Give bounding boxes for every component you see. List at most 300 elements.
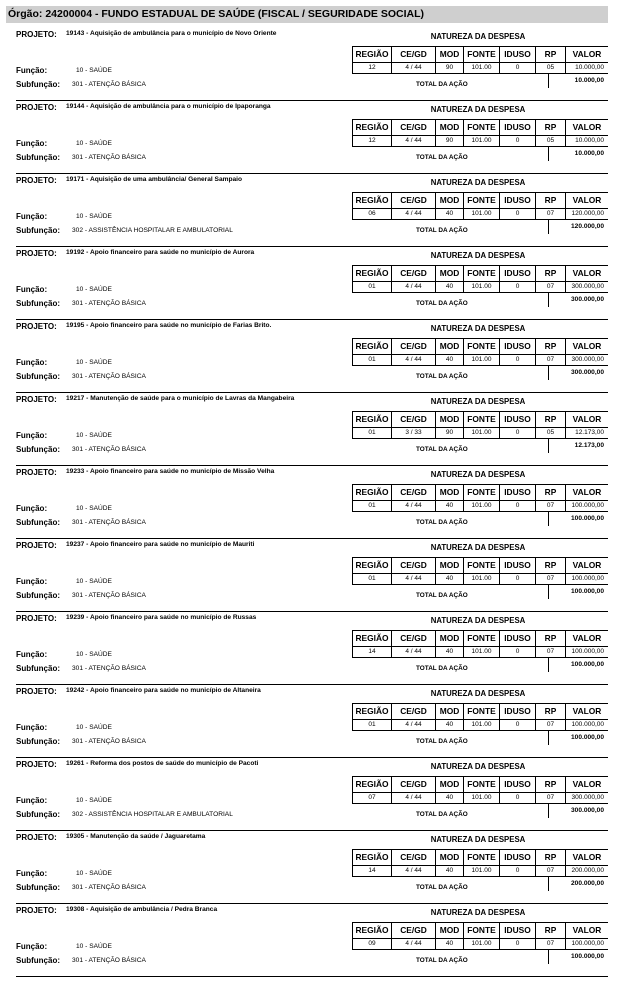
natureza-heading: NATUREZA DA DESPESA — [430, 32, 526, 41]
cell-regiao: 14 — [352, 646, 392, 658]
cell-fonte: 101.00 — [464, 135, 500, 147]
column-header-row — [352, 119, 608, 136]
total-value: 100.000,00 — [548, 950, 608, 964]
funcao-label: Função: — [16, 285, 48, 294]
funcao-value: 10 - SAÚDE — [76, 140, 112, 147]
project-block — [16, 101, 608, 174]
projeto-code: 19217 — [66, 395, 85, 402]
column-header-rp: RP — [536, 120, 566, 135]
subfuncao-value: 301 - ATENÇÃO BÁSICA — [72, 154, 146, 161]
subfuncao-value: 302 - ASSISTÊNCIA HOSPITALAR E AMBULATORIAL — [72, 811, 233, 818]
project-block — [16, 904, 608, 977]
projeto-title — [66, 906, 217, 913]
total-label: TOTAL DA AÇÃO — [416, 446, 468, 453]
column-header-fonte: FONTE — [464, 704, 500, 719]
column-header-row — [352, 192, 608, 209]
subfuncao-label: Subfunção: — [16, 591, 60, 600]
projeto-title — [66, 30, 276, 37]
cell-fonte: 101.00 — [464, 62, 500, 74]
cell-ce-gd: 4 / 44 — [392, 281, 436, 293]
column-header-row — [352, 849, 608, 866]
projeto-code: 19242 — [66, 687, 85, 694]
cell-regiao: 01 — [352, 573, 392, 585]
projeto-dash: - — [84, 541, 90, 548]
column-header-regiao: REGIÃO — [352, 631, 392, 646]
cell-regiao: 01 — [352, 500, 392, 512]
projeto-code: 19239 — [66, 614, 85, 621]
cell-regiao: 01 — [352, 354, 392, 366]
data-row — [352, 208, 608, 220]
column-header-ce-gd: CE/GD — [392, 339, 436, 354]
projeto-title — [66, 176, 242, 183]
cell-fonte: 101.00 — [464, 281, 500, 293]
projeto-dash: - — [84, 614, 90, 621]
cell-ce-gd: 4 / 44 — [392, 646, 436, 658]
column-header-iduso: IDUSO — [500, 704, 536, 719]
data-row — [352, 427, 608, 439]
total-label: TOTAL DA AÇÃO — [416, 373, 468, 380]
column-header-mod: MOD — [436, 631, 464, 646]
total-value: 300.000,00 — [548, 366, 608, 380]
projeto-code: 19261 — [66, 760, 85, 767]
cell-mod: 90 — [436, 427, 464, 439]
projeto-description: Apoio financeiro para saúde no município de Missão Velha — [89, 468, 275, 475]
subfuncao-label: Subfunção: — [16, 372, 60, 381]
total-label: TOTAL DA AÇÃO — [416, 957, 468, 964]
column-header-fonte: FONTE — [464, 266, 500, 281]
total-value: 120.000,00 — [548, 220, 608, 234]
column-header-mod: MOD — [436, 704, 464, 719]
column-header-regiao: REGIÃO — [352, 704, 392, 719]
cell-ce-gd: 4 / 44 — [392, 62, 436, 74]
column-header-regiao: REGIÃO — [352, 923, 392, 938]
column-header-valor: VALOR — [572, 414, 602, 424]
column-header-ce-gd: CE/GD — [392, 120, 436, 135]
subfuncao-label: Subfunção: — [16, 518, 60, 527]
subfuncao-label: Subfunção: — [16, 883, 60, 892]
cell-fonte: 101.00 — [464, 792, 500, 804]
column-header-iduso: IDUSO — [500, 266, 536, 281]
funcao-value: 10 - SAÚDE — [76, 797, 112, 804]
column-header-iduso: IDUSO — [500, 339, 536, 354]
data-row — [352, 719, 608, 731]
subfuncao-label: Subfunção: — [16, 737, 60, 746]
projeto-code: 19195 — [66, 322, 85, 329]
project-block — [16, 174, 608, 247]
subfuncao-label: Subfunção: — [16, 226, 60, 235]
total-value: 300.000,00 — [548, 293, 608, 307]
column-header-mod: MOD — [436, 485, 464, 500]
cell-regiao: 14 — [352, 865, 392, 877]
cell-fonte: 101.00 — [464, 646, 500, 658]
cell-fonte: 101.00 — [464, 938, 500, 950]
column-header-ce-gd: CE/GD — [392, 631, 436, 646]
column-header-ce-gd: CE/GD — [392, 485, 436, 500]
column-header-ce-gd: CE/GD — [392, 923, 436, 938]
column-header-valor: VALOR — [572, 268, 602, 278]
column-header-mod: MOD — [436, 120, 464, 135]
cell-iduso: 0 — [500, 500, 536, 512]
cell-regiao: 12 — [352, 135, 392, 147]
projeto-description: Apoio financeiro para saúde no município de Farias Brito. — [89, 322, 272, 329]
column-header-rp: RP — [536, 412, 566, 427]
projeto-description: Apoio financeiro para saúde no município de Altaneira — [89, 687, 261, 694]
cell-mod: 40 — [436, 792, 464, 804]
cell-rp: 07 — [536, 792, 566, 804]
project-block — [16, 612, 608, 685]
cell-iduso: 0 — [500, 354, 536, 366]
column-header-valor: VALOR — [572, 633, 602, 643]
cell-iduso: 0 — [500, 427, 536, 439]
project-block — [16, 28, 608, 101]
total-value: 100.000,00 — [548, 731, 608, 745]
cell-mod: 40 — [436, 208, 464, 220]
cell-regiao: 01 — [352, 719, 392, 731]
cell-iduso: 0 — [500, 281, 536, 293]
projeto-title — [66, 687, 261, 694]
funcao-value: 10 - SAÚDE — [76, 505, 112, 512]
data-row — [352, 865, 608, 877]
projeto-description: Manutenção da saúde / Jaguaretama — [90, 833, 206, 840]
cell-iduso: 0 — [500, 646, 536, 658]
column-header-ce-gd: CE/GD — [392, 266, 436, 281]
cell-rp: 07 — [536, 865, 566, 877]
column-header-ce-gd: CE/GD — [392, 47, 436, 62]
column-header-ce-gd: CE/GD — [392, 850, 436, 865]
natureza-heading: NATUREZA DA DESPESA — [430, 178, 526, 187]
block-separator — [16, 976, 608, 977]
data-row — [352, 500, 608, 512]
column-header-fonte: FONTE — [464, 339, 500, 354]
subfuncao-value: 301 - ATENÇÃO BÁSICA — [72, 81, 146, 88]
projeto-title — [66, 322, 271, 329]
column-header-mod: MOD — [436, 923, 464, 938]
projeto-dash: - — [84, 176, 90, 183]
column-header-fonte: FONTE — [464, 412, 500, 427]
funcao-value: 10 - SAÚDE — [76, 286, 112, 293]
column-header-fonte: FONTE — [464, 558, 500, 573]
total-value: 100.000,00 — [548, 585, 608, 599]
column-header-row — [352, 46, 608, 63]
projeto-title — [66, 760, 258, 767]
projeto-label: PROJETO: — [16, 322, 57, 331]
subfuncao-value: 301 - ATENÇÃO BÁSICA — [72, 519, 146, 526]
column-header-fonte: FONTE — [464, 193, 500, 208]
column-header-rp: RP — [536, 850, 566, 865]
column-header-row — [352, 411, 608, 428]
projeto-code: 19171 — [66, 176, 85, 183]
cell-mod: 40 — [436, 646, 464, 658]
natureza-heading: NATUREZA DA DESPESA — [430, 762, 526, 771]
cell-mod: 90 — [436, 62, 464, 74]
column-header-iduso: IDUSO — [500, 193, 536, 208]
column-header-row — [352, 703, 608, 720]
column-header-iduso: IDUSO — [500, 120, 536, 135]
cell-rp: 07 — [536, 354, 566, 366]
natureza-heading: NATUREZA DA DESPESA — [430, 397, 526, 406]
cell-regiao: 09 — [352, 938, 392, 950]
cell-iduso: 0 — [500, 135, 536, 147]
cell-ce-gd: 4 / 44 — [392, 573, 436, 585]
column-header-iduso: IDUSO — [500, 558, 536, 573]
natureza-heading: NATUREZA DA DESPESA — [430, 616, 526, 625]
projeto-dash: - — [84, 103, 90, 110]
subfuncao-value: 301 - ATENÇÃO BÁSICA — [72, 738, 146, 745]
projeto-code: 19192 — [66, 249, 85, 256]
natureza-heading: NATUREZA DA DESPESA — [430, 105, 526, 114]
projeto-title — [66, 541, 254, 548]
data-row — [352, 938, 608, 950]
projeto-dash: - — [84, 322, 90, 329]
column-header-valor: VALOR — [572, 341, 602, 351]
column-header-rp: RP — [536, 704, 566, 719]
funcao-label: Função: — [16, 139, 48, 148]
project-block — [16, 393, 608, 466]
cell-rp: 07 — [536, 573, 566, 585]
column-header-rp: RP — [536, 339, 566, 354]
natureza-heading: NATUREZA DA DESPESA — [430, 251, 526, 260]
column-header-iduso: IDUSO — [500, 777, 536, 792]
column-header-regiao: REGIÃO — [352, 339, 392, 354]
projeto-description: Reforma dos postos de saúde do município de Pacoti — [90, 760, 259, 767]
cell-mod: 40 — [436, 500, 464, 512]
column-header-fonte: FONTE — [464, 850, 500, 865]
cell-valor: 120.000,00 — [566, 208, 608, 220]
projeto-description: Apoio financeiro para saúde no município de Mauriti — [89, 541, 255, 548]
projeto-description: Apoio financeiro para saúde no município de Russas — [89, 614, 257, 621]
natureza-heading: NATUREZA DA DESPESA — [430, 543, 526, 552]
column-header-fonte: FONTE — [464, 777, 500, 792]
total-label: TOTAL DA AÇÃO — [416, 738, 468, 745]
column-header-rp: RP — [536, 777, 566, 792]
project-block — [16, 247, 608, 320]
column-header-valor: VALOR — [572, 195, 602, 205]
funcao-label: Função: — [16, 504, 48, 513]
funcao-label: Função: — [16, 358, 48, 367]
column-header-regiao: REGIÃO — [352, 47, 392, 62]
column-header-valor: VALOR — [572, 925, 602, 935]
cell-mod: 40 — [436, 354, 464, 366]
cell-mod: 40 — [436, 281, 464, 293]
cell-regiao: 01 — [352, 281, 392, 293]
projeto-dash: - — [84, 30, 90, 37]
natureza-heading: NATUREZA DA DESPESA — [430, 835, 526, 844]
cell-rp: 07 — [536, 646, 566, 658]
projeto-label: PROJETO: — [16, 249, 57, 258]
funcao-label: Função: — [16, 212, 48, 221]
column-header-ce-gd: CE/GD — [392, 193, 436, 208]
column-header-fonte: FONTE — [464, 631, 500, 646]
column-header-regiao: REGIÃO — [352, 485, 392, 500]
column-header-iduso: IDUSO — [500, 923, 536, 938]
funcao-value: 10 - SAÚDE — [76, 724, 112, 731]
cell-rp: 05 — [536, 62, 566, 74]
projeto-label: PROJETO: — [16, 541, 57, 550]
column-header-rp: RP — [536, 631, 566, 646]
projeto-code: 19308 — [66, 906, 85, 913]
projeto-label: PROJETO: — [16, 30, 57, 39]
cell-iduso: 0 — [500, 865, 536, 877]
cell-ce-gd: 4 / 44 — [392, 792, 436, 804]
projeto-label: PROJETO: — [16, 468, 57, 477]
column-header-row — [352, 265, 608, 282]
project-block — [16, 466, 608, 539]
column-header-valor: VALOR — [572, 122, 602, 132]
projeto-dash: - — [84, 687, 90, 694]
subfuncao-value: 301 - ATENÇÃO BÁSICA — [72, 373, 146, 380]
projeto-title — [66, 468, 274, 475]
cell-rp: 07 — [536, 281, 566, 293]
projeto-dash: - — [84, 249, 90, 256]
total-value: 300.000,00 — [548, 804, 608, 818]
column-header-regiao: REGIÃO — [352, 850, 392, 865]
natureza-heading: NATUREZA DA DESPESA — [430, 324, 526, 333]
total-label: TOTAL DA AÇÃO — [416, 592, 468, 599]
project-block — [16, 831, 608, 904]
cell-valor: 300.000,00 — [566, 792, 608, 804]
total-label: TOTAL DA AÇÃO — [416, 81, 468, 88]
cell-regiao: 07 — [352, 792, 392, 804]
subfuncao-value: 301 - ATENÇÃO BÁSICA — [72, 446, 146, 453]
column-header-mod: MOD — [436, 850, 464, 865]
cell-fonte: 101.00 — [464, 865, 500, 877]
column-header-fonte: FONTE — [464, 923, 500, 938]
projeto-label: PROJETO: — [16, 906, 57, 915]
column-header-row — [352, 776, 608, 793]
cell-fonte: 101.00 — [464, 427, 500, 439]
cell-rp: 07 — [536, 500, 566, 512]
funcao-label: Função: — [16, 869, 48, 878]
cell-rp: 07 — [536, 938, 566, 950]
projeto-dash: - — [84, 833, 91, 840]
cell-ce-gd: 4 / 44 — [392, 354, 436, 366]
cell-iduso: 0 — [500, 208, 536, 220]
total-label: TOTAL DA AÇÃO — [416, 154, 468, 161]
funcao-label: Função: — [16, 796, 48, 805]
funcao-value: 10 - SAÚDE — [76, 651, 112, 658]
funcao-value: 10 - SAÚDE — [76, 578, 112, 585]
column-header-row — [352, 338, 608, 355]
funcao-value: 10 - SAÚDE — [76, 67, 112, 74]
projeto-title — [66, 833, 205, 840]
column-header-mod: MOD — [436, 339, 464, 354]
cell-iduso: 0 — [500, 573, 536, 585]
cell-iduso: 0 — [500, 938, 536, 950]
projeto-description: Aquisição de ambulância para o município de Ipaporanga — [89, 103, 271, 110]
funcao-label: Função: — [16, 942, 48, 951]
cell-ce-gd: 4 / 44 — [392, 938, 436, 950]
projeto-code: 19237 — [66, 541, 85, 548]
subfuncao-label: Subfunção: — [16, 445, 60, 454]
column-header-row — [352, 484, 608, 501]
total-value: 100.000,00 — [548, 658, 608, 672]
subfuncao-value: 302 - ASSISTÊNCIA HOSPITALAR E AMBULATORIAL — [72, 227, 233, 234]
column-header-rp: RP — [536, 193, 566, 208]
projeto-label: PROJETO: — [16, 103, 57, 112]
cell-fonte: 101.00 — [464, 573, 500, 585]
cell-rp: 05 — [536, 427, 566, 439]
subfuncao-label: Subfunção: — [16, 664, 60, 673]
total-label: TOTAL DA AÇÃO — [416, 884, 468, 891]
cell-rp: 07 — [536, 719, 566, 731]
cell-valor: 12.173,00 — [566, 427, 608, 439]
funcao-value: 10 - SAÚDE — [76, 359, 112, 366]
projeto-label: PROJETO: — [16, 833, 57, 842]
cell-ce-gd: 4 / 44 — [392, 500, 436, 512]
column-header-iduso: IDUSO — [500, 850, 536, 865]
cell-ce-gd: 4 / 44 — [392, 135, 436, 147]
subfuncao-label: Subfunção: — [16, 810, 60, 819]
funcao-value: 10 - SAÚDE — [76, 432, 112, 439]
cell-ce-gd: 4 / 44 — [392, 208, 436, 220]
column-header-row — [352, 922, 608, 939]
cell-fonte: 101.00 — [464, 208, 500, 220]
column-header-regiao: REGIÃO — [352, 558, 392, 573]
funcao-label: Função: — [16, 577, 48, 586]
column-header-rp: RP — [536, 923, 566, 938]
column-header-rp: RP — [536, 558, 566, 573]
column-header-fonte: FONTE — [464, 120, 500, 135]
cell-fonte: 101.00 — [464, 719, 500, 731]
project-block — [16, 758, 608, 831]
column-header-ce-gd: CE/GD — [392, 777, 436, 792]
project-block — [16, 320, 608, 393]
projeto-code: 19144 — [66, 103, 85, 110]
column-header-valor: VALOR — [572, 49, 602, 59]
total-label: TOTAL DA AÇÃO — [416, 519, 468, 526]
projeto-dash: - — [84, 395, 91, 402]
subfuncao-label: Subfunção: — [16, 299, 60, 308]
subfuncao-value: 301 - ATENÇÃO BÁSICA — [72, 300, 146, 307]
projeto-dash: - — [84, 906, 90, 913]
cell-valor: 100.000,00 — [566, 938, 608, 950]
cell-valor: 10.000,00 — [566, 135, 608, 147]
projeto-label: PROJETO: — [16, 760, 57, 769]
cell-ce-gd: 3 / 33 — [392, 427, 436, 439]
cell-valor: 100.000,00 — [566, 573, 608, 585]
cell-rp: 05 — [536, 135, 566, 147]
column-header-ce-gd: CE/GD — [392, 704, 436, 719]
column-header-ce-gd: CE/GD — [392, 412, 436, 427]
column-header-mod: MOD — [436, 47, 464, 62]
cell-regiao: 01 — [352, 427, 392, 439]
natureza-heading: NATUREZA DA DESPESA — [430, 908, 526, 917]
column-header-mod: MOD — [436, 412, 464, 427]
cell-mod: 90 — [436, 135, 464, 147]
total-value: 100.000,00 — [548, 512, 608, 526]
cell-valor: 300.000,00 — [566, 281, 608, 293]
cell-iduso: 0 — [500, 719, 536, 731]
column-header-iduso: IDUSO — [500, 47, 536, 62]
projeto-description: Manutenção de saúde para o município de Lavras da Mangabeira — [90, 395, 295, 402]
cell-mod: 40 — [436, 573, 464, 585]
column-header-valor: VALOR — [572, 852, 602, 862]
projeto-title — [66, 103, 271, 110]
total-label: TOTAL DA AÇÃO — [416, 665, 468, 672]
cell-iduso: 0 — [500, 792, 536, 804]
column-header-regiao: REGIÃO — [352, 266, 392, 281]
cell-regiao: 06 — [352, 208, 392, 220]
column-header-iduso: IDUSO — [500, 412, 536, 427]
cell-mod: 40 — [436, 719, 464, 731]
column-header-rp: RP — [536, 485, 566, 500]
column-header-iduso: IDUSO — [500, 485, 536, 500]
subfuncao-value: 301 - ATENÇÃO BÁSICA — [72, 665, 146, 672]
subfuncao-label: Subfunção: — [16, 956, 60, 965]
cell-valor: 100.000,00 — [566, 500, 608, 512]
funcao-label: Função: — [16, 66, 48, 75]
projeto-label: PROJETO: — [16, 614, 57, 623]
